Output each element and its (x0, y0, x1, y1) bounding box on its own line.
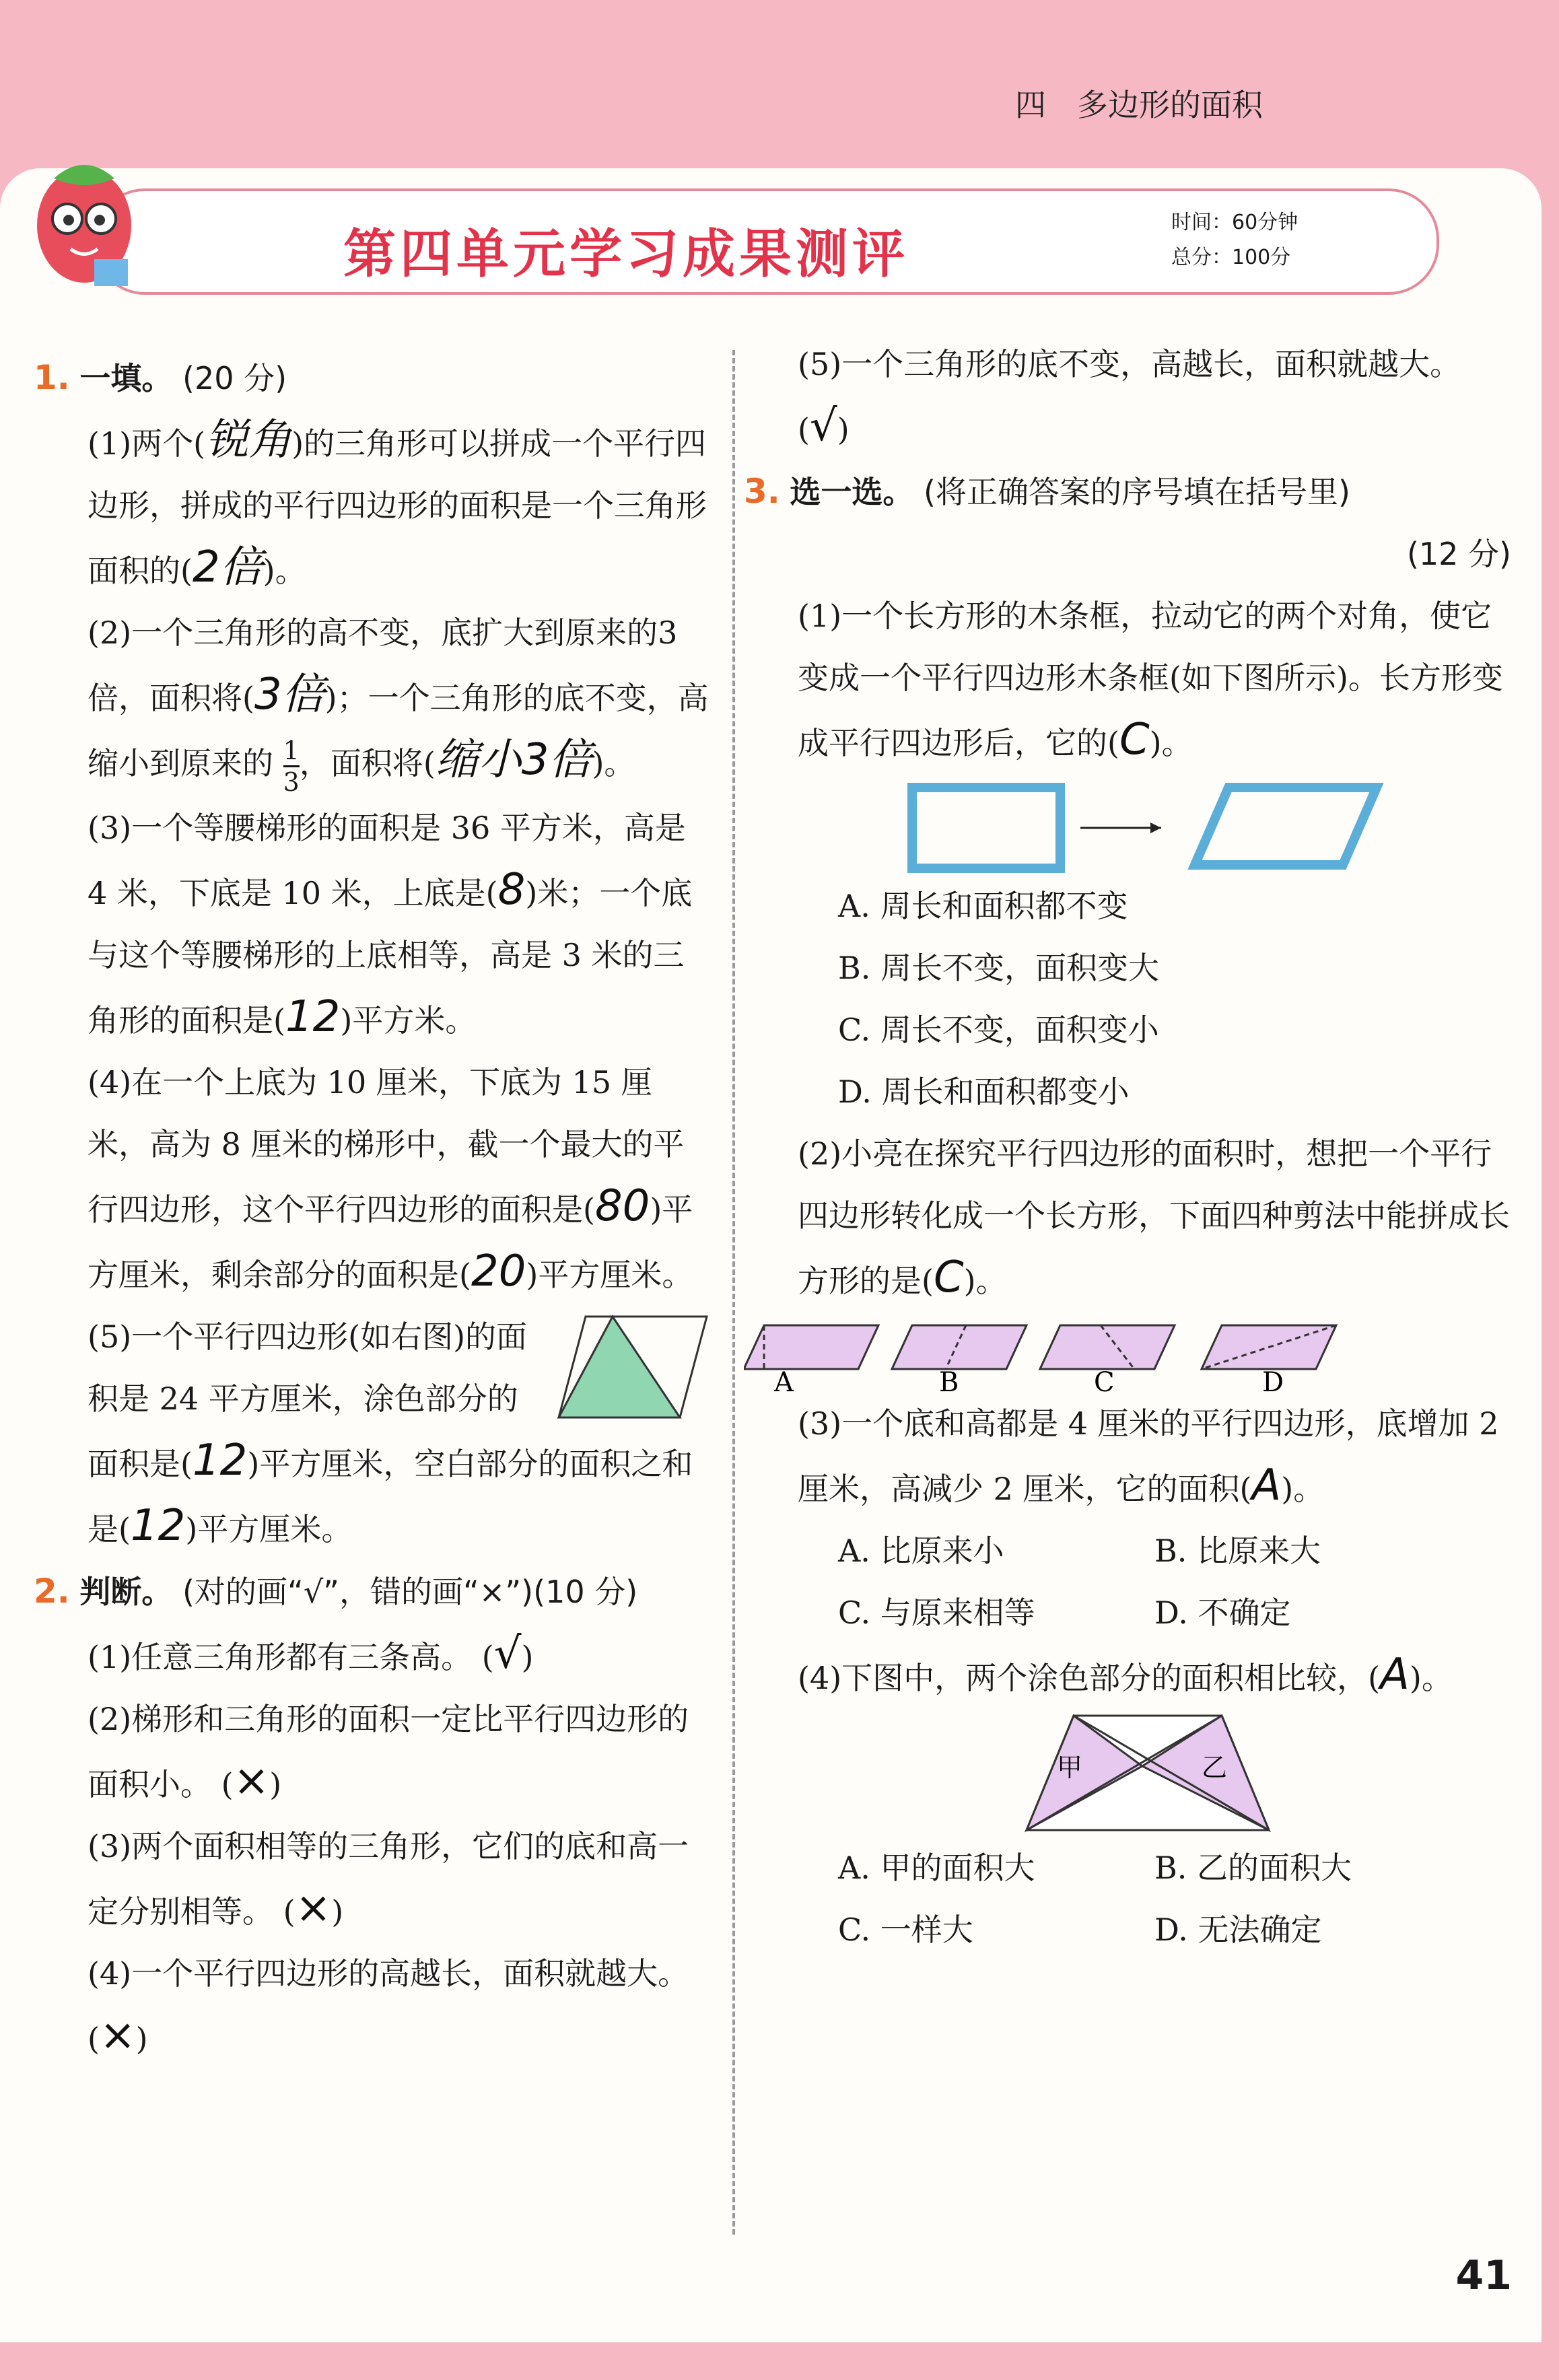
section-2-heading (34, 1560, 714, 1623)
q-text: )。 (1409, 1660, 1453, 1696)
option[interactable]: D. 不确定 (1154, 1595, 1291, 1631)
q-text: (3)一个底和高都是 4 厘米的平行四边形，底增加 2 厘米，高减少 2 厘米，它的面积( (798, 1405, 1499, 1507)
choice-options-row (744, 1520, 1511, 1582)
q-text: )平方米。 (340, 1002, 477, 1039)
section-name: 一填。 (79, 360, 173, 396)
fig-label: C (1094, 1367, 1115, 1393)
choice-q4 (744, 1644, 1511, 1709)
fig-label: D (1262, 1367, 1284, 1393)
choice-q2 (744, 1123, 1511, 1312)
answer-field[interactable]: A (1380, 1650, 1410, 1700)
section-name: 判断。 (79, 1573, 173, 1610)
parallelogram-triangle-figure (552, 1310, 714, 1424)
option[interactable]: B. 乙的面积大 (1154, 1850, 1352, 1886)
q-text: (3)一个等腰梯形的面积是 36 平方米，高是 4 米，下底是 10 米，上底是( (88, 809, 686, 911)
fill-q2 (34, 602, 714, 797)
judge-item: (4)一个平行四边形的高越长，面积就越大。 (×) (88, 1955, 689, 2060)
choice-q3 (744, 1393, 1511, 1520)
choice-q1 (744, 585, 1511, 774)
section-number: 3. (744, 472, 780, 511)
option[interactable]: C. 与原来相等 (838, 1595, 1035, 1631)
left-column (34, 347, 714, 2070)
answer-mark[interactable]: × (99, 2010, 136, 2060)
chapter-header: 四 多边形的面积 (1015, 87, 1263, 123)
answer-field[interactable]: 12 (130, 1500, 186, 1551)
answer-field[interactable]: 12 (192, 1435, 248, 1485)
q-text: )平方厘米。 (185, 1510, 353, 1547)
answer-field[interactable]: 缩小3倍 (435, 735, 592, 785)
section-instruction: (将正确答案的序号填在括号里) (924, 474, 1350, 510)
option[interactable]: A. 比原来小 (838, 1533, 1004, 1569)
q-text: )。 (263, 553, 306, 589)
judge-item: (2)梯形和三角形的面积一定比平行四边形的面积小。 (×) (88, 1700, 689, 1806)
fig-label: B (939, 1367, 959, 1393)
fill-q4 (34, 1051, 714, 1306)
q-text: )米；一个底与这个等腰梯形的上底相等，高是 3 米的三角形的面积是( (88, 874, 693, 1039)
exam-meta (1171, 205, 1298, 275)
q-text: )。 (1149, 725, 1193, 761)
answer-mark[interactable]: √ (493, 1628, 522, 1679)
q-text: (2)一个三角形的高不变，底扩大到原来的3倍，面积将( (88, 615, 678, 716)
option[interactable]: C. 一样大 (838, 1912, 973, 1948)
page-title: 第四单元学习成果测评 (343, 224, 909, 285)
section-name: 选一选。 (790, 474, 914, 510)
option[interactable]: D. 周长和面积都变小 (838, 1074, 1130, 1110)
q-text: )平方厘米。 (526, 1256, 693, 1293)
section-score: (对的画“√”，错的画“×”)(10 分) (182, 1573, 638, 1610)
fill-q3 (34, 797, 714, 1051)
answer-field[interactable]: 20 (471, 1246, 526, 1296)
q-text: )；一个三角形的底不变，高缩小到原来的 (88, 680, 709, 781)
judge-item: (1)任意三角形都有三条高。 (√) (88, 1628, 534, 1679)
q-text: )。 (592, 745, 635, 781)
q-text: )。 (963, 1263, 1007, 1299)
q-text: (2)梯形和三角形的面积一定比平行四边形的面积小。 (88, 1700, 689, 1803)
answer-mark[interactable]: × (233, 1755, 270, 1806)
strawberry-mascot-icon (27, 151, 141, 293)
q-text: ，面积将( (299, 745, 436, 781)
q-text: (1)两个( (88, 425, 206, 462)
section-3-heading (744, 460, 1511, 585)
option[interactable]: B. 比原来大 (1154, 1533, 1321, 1569)
judge-item: (3)两个面积相等的三角形，它们的底和高一定分别相等。 (×) (88, 1827, 689, 1933)
fill-q1 (34, 409, 714, 602)
choice-options-row (744, 1582, 1511, 1644)
option[interactable]: C. 周长不变，面积变小 (838, 1012, 1159, 1048)
q-text: (5)一个三角形的底不变，高越长，面积就越大。 (798, 346, 1461, 382)
fraction (283, 736, 300, 797)
q-text: (5)一个平行四边形(如右图)的面积是 24 平方厘米，涂色部分的面积是( (88, 1318, 528, 1482)
fraction-denominator: 3 (283, 767, 300, 797)
option[interactable]: D. 无法确定 (1154, 1912, 1322, 1948)
section-score: (20 分) (182, 360, 287, 396)
q-text: (2)小亮在探究平行四边形的面积时，想把一个平行四边形转化成一个长方形，下面四种剪法中能拼成长方形的是( (798, 1135, 1510, 1299)
cutting-methods-figure (744, 1312, 1511, 1393)
answer-field[interactable]: C (1119, 715, 1150, 765)
q-text: )的三角形可以拼成一个平行四边形，拼成的平行四边形的面积是一个三角形面积的( (88, 425, 707, 589)
fill-q5 (34, 1306, 714, 1560)
section-number: 1. (34, 358, 70, 397)
region-label: 甲 (1057, 1753, 1083, 1782)
option[interactable]: B. 周长不变，面积变大 (838, 950, 1160, 986)
option[interactable]: A. 周长和面积都不变 (838, 888, 1128, 924)
choice-options-row (744, 1837, 1511, 1899)
right-column (744, 333, 1511, 1961)
frame-transform-figure (744, 774, 1511, 875)
answer-field[interactable]: 3倍 (254, 670, 325, 720)
answer-field[interactable]: 锐角 (205, 415, 292, 465)
q-text: (1)任意三角形都有三条高。 (88, 1638, 473, 1675)
choice-options-row (744, 1899, 1511, 1961)
section-score: (12 分) (1406, 536, 1511, 572)
q-text: (4)一个平行四边形的高越长，面积就越大。 (88, 1955, 689, 1992)
q-text: )。 (1281, 1471, 1325, 1507)
time-limit: 时间：60分钟 (1171, 211, 1298, 234)
answer-field[interactable]: 12 (285, 991, 341, 1042)
choice-options (744, 875, 1511, 1123)
q-text: )平方厘米，剩余部分的面积是( (88, 1191, 693, 1293)
q-text: (4)在一个上底为 10 厘米，下底为 15 厘米，高为 8 厘米的梯形中，截一个最大的平行四边形，这个平行四边形的面积是( (88, 1063, 685, 1228)
q-text: )平方厘米，空白部分的面积之和是( (88, 1445, 693, 1547)
q-text: (4)下图中，两个涂色部分的面积相比较，( (798, 1660, 1381, 1696)
region-label: 乙 (1202, 1753, 1228, 1782)
column-divider (732, 350, 735, 2235)
answer-field[interactable]: 80 (594, 1181, 650, 1231)
answer-field[interactable]: A (1251, 1461, 1282, 1510)
section-1-heading (34, 347, 714, 409)
q-text: (3)两个面积相等的三角形，它们的底和高一定分别相等。 (88, 1827, 689, 1930)
answer-field[interactable]: 2倍 (192, 542, 263, 592)
answer-mark[interactable]: × (295, 1883, 332, 1933)
fig-label: A (774, 1367, 794, 1393)
q-text: (1)一个长方形的木条框，拉动它的两个对角，使它变成一个平行四边形木条框(如下图所示)。长方形变成平行四边形后，它的( (798, 598, 1503, 761)
answer-mark[interactable]: √ (809, 401, 837, 451)
answer-field[interactable]: C (933, 1253, 964, 1302)
section-number: 2. (34, 1571, 70, 1611)
judge-item: (5)一个三角形的底不变，高越长，面积就越大。 (√) (798, 346, 1461, 451)
fraction-numerator: 1 (283, 736, 300, 767)
answer-field[interactable]: 8 (497, 864, 526, 915)
total-score: 总分：100分 (1171, 246, 1291, 269)
trapezoid-figure (744, 1709, 1511, 1837)
option[interactable]: A. 甲的面积大 (838, 1850, 1035, 1886)
page-number: 41 (1455, 2252, 1512, 2299)
